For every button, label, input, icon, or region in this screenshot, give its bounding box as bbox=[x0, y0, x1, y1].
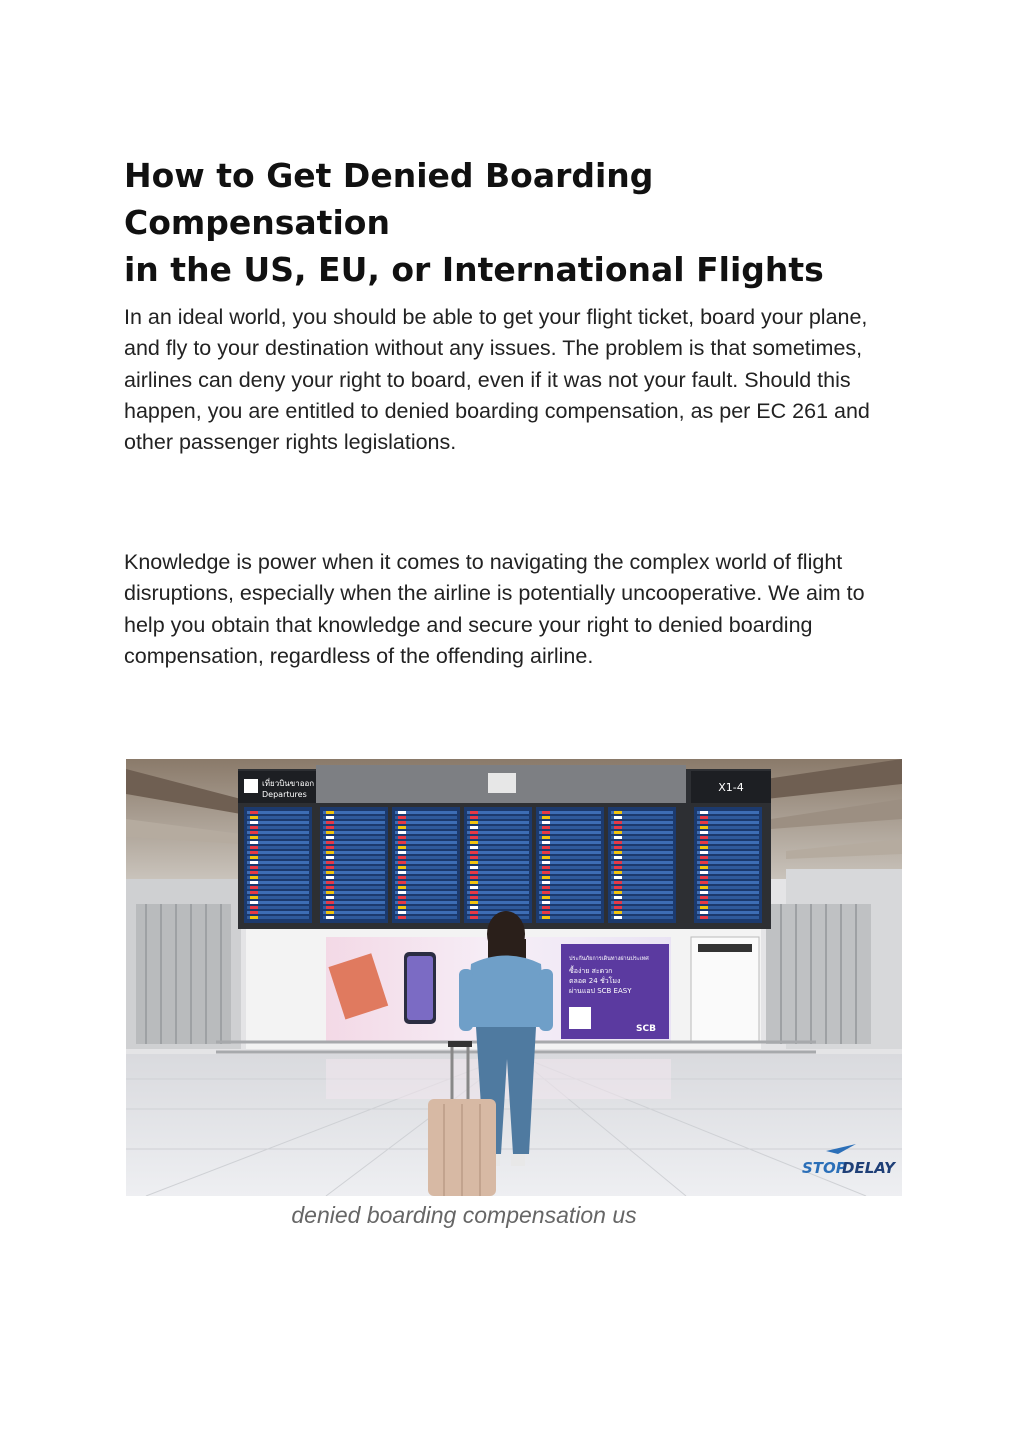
airport-departures-photo bbox=[126, 759, 902, 1196]
flight-screen bbox=[536, 807, 604, 923]
flight-screen bbox=[392, 807, 460, 923]
title-line-2: in the US, EU, or International Flights bbox=[124, 250, 824, 289]
departures-sign: Departures bbox=[262, 790, 307, 799]
gate-sign: X1-4 bbox=[718, 781, 744, 794]
departures-sign-thai: เที่ยวบินขาออก bbox=[262, 779, 315, 788]
flight-screen bbox=[464, 807, 532, 923]
flight-screen bbox=[244, 807, 312, 923]
watermark-delay: DELAY bbox=[842, 1159, 896, 1177]
ad-line-3: ตลอด 24 ชั่วโมง bbox=[569, 977, 621, 985]
watermark-stop: STOP bbox=[802, 1159, 847, 1177]
intro-paragraph: In an ideal world, you should be able to get your flight ticket, board your plane, and fly to your destination without any issues. The problem is that sometimes, airlines can deny your right to board, even if it was not your fault. Should this happen, you are entitled to denied boarding compensation, as per EC 261 and other passenger rights legislations. bbox=[124, 305, 870, 455]
flight-screen bbox=[608, 807, 676, 923]
title-line-1: How to Get Denied Boarding Compensation bbox=[124, 156, 654, 242]
image-caption: denied boarding compensation us bbox=[291, 1202, 637, 1228]
second-paragraph: Knowledge is power when it comes to navigating the complex world of flight disruptions, especially when the airline is potentially uncooperative. We aim to help you obtain that knowledge and secure your right to denied boarding compensation, regardless of the offending airline. bbox=[124, 550, 865, 668]
ad-brand: SCB bbox=[636, 1024, 656, 1034]
flight-screen bbox=[320, 807, 388, 923]
ad-line-4: ผ่านแอป SCB EASY bbox=[569, 987, 632, 995]
ad-line-2: ซื้อง่าย สะดวก bbox=[569, 967, 613, 975]
ad-line-1: ประกันภัยการเดินทางผ่านประเทศ bbox=[569, 956, 649, 962]
article-title bbox=[124, 152, 924, 293]
flight-screen bbox=[694, 807, 762, 923]
